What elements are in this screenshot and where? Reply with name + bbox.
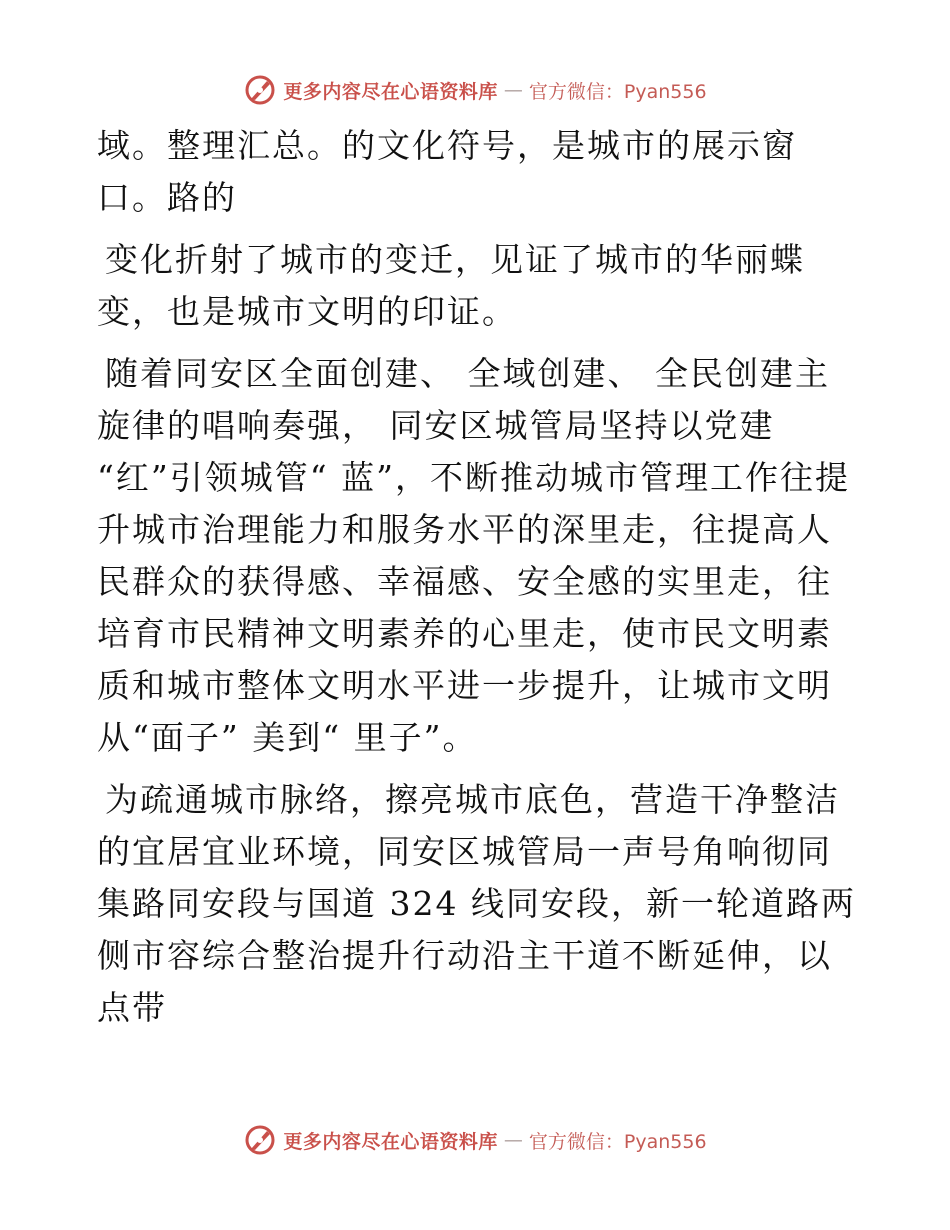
banner-separator: — <box>503 1129 523 1151</box>
document-body <box>97 120 857 1034</box>
banner-contact: 官方微信：Pyan556 <box>528 1130 707 1153</box>
quill-logo-icon <box>243 1123 277 1157</box>
quill-logo-icon <box>243 73 277 107</box>
paragraph-4: 为疏通城市脉络，擦亮城市底色，营造干净整洁的宜居宜业环境，同安区城管局一声号角响彻同集路同安段与国道 324 线同安段，新一轮道路两侧市容综合整治提升行动沿主干道不断延伸，以点带 <box>97 780 856 1027</box>
banner-text: 更多内容尽在心语资料库 <box>283 80 498 103</box>
paragraph-1: 域。整理汇总。的文化符号，是城市的展示窗口。路的 <box>97 126 797 217</box>
banner-text: 更多内容尽在心语资料库 <box>283 1130 498 1153</box>
paragraph-2: 变化折射了城市的变迁，见证了城市的华丽蝶变，也是城市文明的印证。 <box>97 240 805 331</box>
footer-banner <box>0 1120 950 1160</box>
paragraph-3: 随着同安区全面创建、 全域创建、 全民创建主旋律的唱响奏强， 同安区城管局坚持以党建 “红”引领城管“ 蓝”，不断推动城市管理工作往提升城市治理能力和服务水平的深里走，往提高人民群众的获得感、幸福感、安全感的实里走，往培育市民精神文明素养的心里走，使市民文明素质和城市整体文明水平进一步提升，让城市文明从“面子” 美到“ 里子”。 <box>97 354 850 757</box>
banner-contact: 官方微信：Pyan556 <box>528 80 707 103</box>
header-banner <box>0 70 950 110</box>
banner-separator: — <box>503 79 523 101</box>
